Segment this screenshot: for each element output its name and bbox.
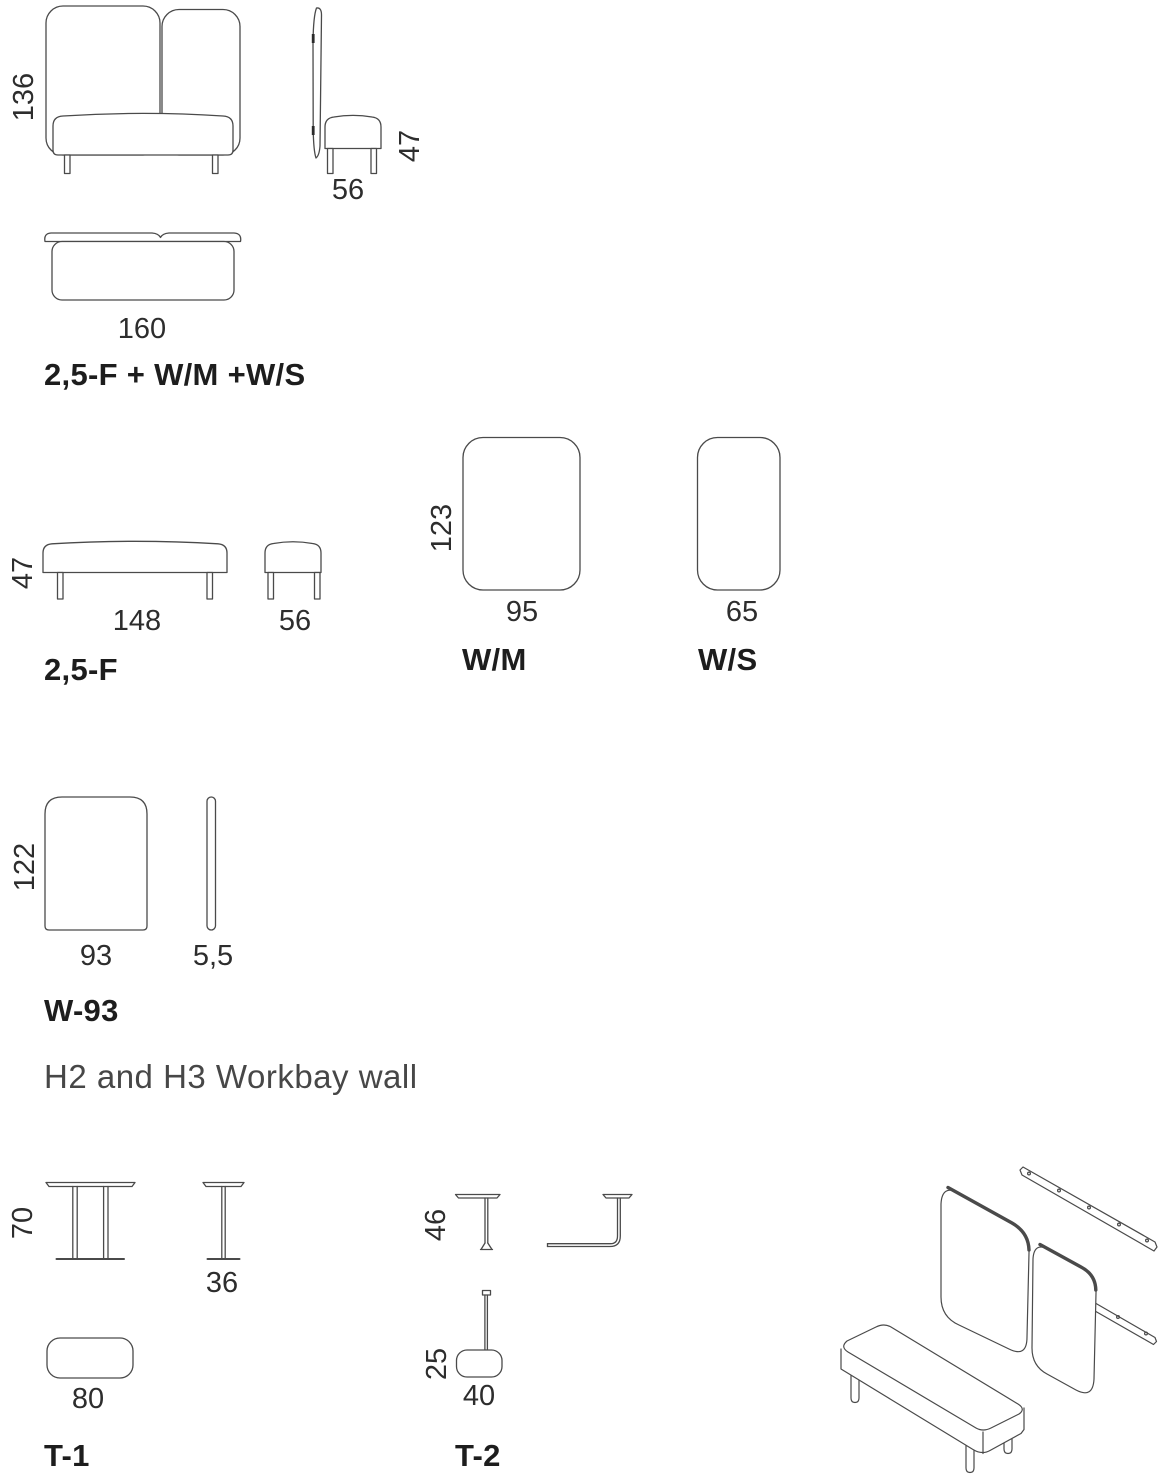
iso-bench	[841, 1325, 1024, 1473]
combo-top-drawing	[45, 233, 241, 300]
dim-combo-side-depth: 56	[331, 174, 365, 206]
dim-t2-top-width: 40	[462, 1380, 496, 1412]
dim-bench-width: 148	[112, 605, 162, 637]
iso-panel-small	[1032, 1245, 1096, 1393]
dim-wm-height: 123	[426, 503, 458, 553]
dim-t1-height: 70	[7, 1206, 39, 1240]
label-bench: 2,5-F	[44, 652, 118, 687]
label-combo: 2,5-F + W/M +W/S	[44, 357, 306, 392]
combo-side-drawing	[312, 8, 381, 174]
label-wm: W/M	[462, 642, 527, 677]
w93-front-drawing	[45, 797, 147, 930]
mounting-rail-lower	[1088, 1300, 1157, 1345]
wall-mount-tick-top	[312, 34, 315, 43]
dim-combo-top-width: 160	[117, 313, 167, 345]
t1-side-drawing	[203, 1183, 244, 1260]
combo-front-drawing	[46, 6, 240, 174]
isometric-exploded-drawing	[841, 1167, 1157, 1473]
t2-front-drawing	[456, 1195, 501, 1250]
dim-combo-height: 136	[8, 72, 40, 122]
dim-wm-width: 95	[505, 596, 539, 628]
ws-panel-drawing	[698, 438, 781, 591]
dim-t1-depth: 36	[205, 1267, 239, 1299]
t1-top-drawing	[47, 1338, 133, 1378]
label-t1: T-1	[44, 1438, 90, 1473]
mounting-rail-upper	[1020, 1167, 1157, 1251]
section-heading: H2 and H3 Workbay wall	[44, 1058, 418, 1095]
wall-mount-tick-bottom	[312, 126, 315, 135]
bench-side-drawing	[265, 542, 321, 599]
dim-w93-height: 122	[9, 842, 41, 892]
label-ws: W/S	[698, 642, 758, 677]
w93-side-drawing	[207, 797, 216, 930]
dim-t1-top-width: 80	[71, 1383, 105, 1415]
label-t2: T-2	[455, 1438, 501, 1473]
dim-combo-side-height: 47	[394, 129, 426, 163]
dim-t2-height: 46	[420, 1208, 452, 1242]
dim-bench-depth: 56	[278, 605, 312, 637]
iso-panel-large	[941, 1188, 1029, 1352]
t2-side-drawing	[548, 1195, 633, 1247]
t1-front-drawing	[46, 1183, 135, 1260]
label-w93: W-93	[44, 993, 119, 1028]
bench-front-drawing	[43, 541, 227, 599]
t2-top-drawing	[457, 1291, 503, 1378]
dim-w93-width: 93	[79, 940, 113, 972]
dim-t2-top-depth: 25	[421, 1347, 453, 1381]
dim-bench-height: 47	[7, 556, 39, 590]
dim-ws-width: 65	[725, 596, 759, 628]
dim-w93-thickness: 5,5	[192, 940, 234, 972]
wm-panel-drawing	[463, 438, 580, 591]
